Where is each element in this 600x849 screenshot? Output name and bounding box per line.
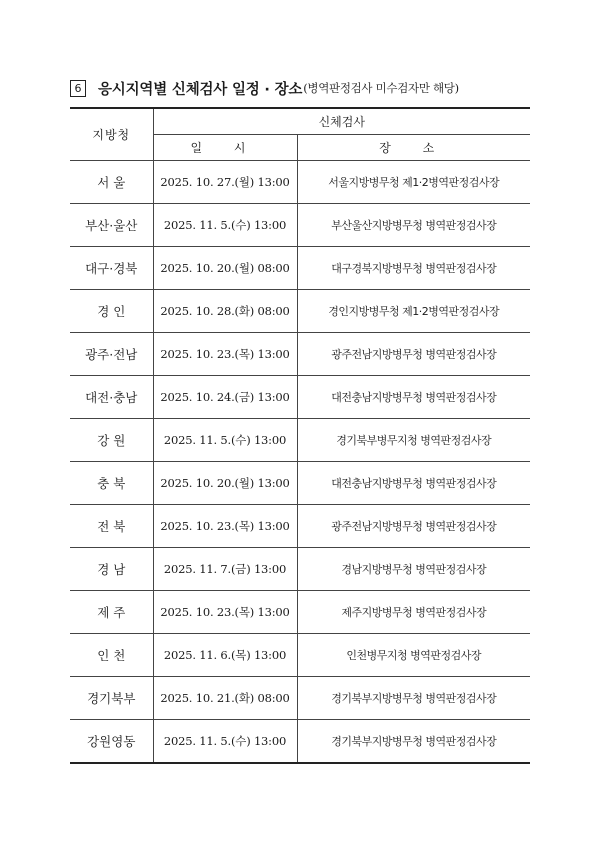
datetime-cell: 2025. 11. 6.(목) 13:00 [153, 633, 297, 676]
datetime-cell: 2025. 10. 23.(목) 13:00 [153, 332, 297, 375]
place-cell: 대전충남지방병무청 병역판정검사장 [297, 461, 530, 504]
place-cell: 광주전남지방병무청 병역판정검사장 [297, 332, 530, 375]
place-cell: 대전충남지방병무청 병역판정검사장 [297, 375, 530, 418]
region-cell: 대구·경북 [70, 246, 153, 289]
table-row [70, 418, 530, 461]
datetime-cell: 2025. 11. 5.(수) 13:00 [153, 418, 297, 461]
region-cell: 강 원 [70, 418, 153, 461]
table-row [70, 547, 530, 590]
datetime-cell: 2025. 11. 5.(수) 13:00 [153, 203, 297, 246]
datetime-cell: 2025. 10. 20.(월) 13:00 [153, 461, 297, 504]
place-cell: 경기북부병무지청 병역판정검사장 [297, 418, 530, 461]
section-number-box: 6 [70, 80, 86, 97]
table-row [70, 590, 530, 633]
header-region: 지방청 [70, 108, 153, 160]
datetime-cell: 2025. 10. 23.(목) 13:00 [153, 590, 297, 633]
region-cell: 충 북 [70, 461, 153, 504]
place-cell: 경기북부지방병무청 병역판정검사장 [297, 676, 530, 719]
place-cell: 부산울산지방병무청 병역판정검사장 [297, 203, 530, 246]
place-cell: 경남지방병무청 병역판정검사장 [297, 547, 530, 590]
section-title-note: (병역판정검사 미수검자만 해당) [303, 81, 459, 95]
place-cell: 제주지방병무청 병역판정검사장 [297, 590, 530, 633]
region-cell: 서 울 [70, 160, 153, 203]
region-cell: 경기북부 [70, 676, 153, 719]
datetime-cell: 2025. 10. 21.(화) 08:00 [153, 676, 297, 719]
region-cell: 인 천 [70, 633, 153, 676]
table-row [70, 719, 530, 763]
physical-exam-schedule-table [70, 107, 530, 764]
table-row [70, 375, 530, 418]
header-physical-exam: 신체검사 [153, 108, 530, 134]
place-cell: 경기북부지방병무청 병역판정검사장 [297, 719, 530, 763]
region-cell: 광주·전남 [70, 332, 153, 375]
section-heading [70, 77, 459, 99]
header-place: 장 소 [297, 134, 530, 160]
region-cell: 전 북 [70, 504, 153, 547]
table-row [70, 676, 530, 719]
datetime-cell: 2025. 10. 28.(화) 08:00 [153, 289, 297, 332]
table-row [70, 203, 530, 246]
place-cell: 대구경북지방병무청 병역판정검사장 [297, 246, 530, 289]
table-row [70, 246, 530, 289]
region-cell: 강원영동 [70, 719, 153, 763]
datetime-cell: 2025. 10. 23.(목) 13:00 [153, 504, 297, 547]
section-title: 응시지역별 신체검사 일정 · 장소 [98, 81, 303, 98]
region-cell: 부산·울산 [70, 203, 153, 246]
region-cell: 경 남 [70, 547, 153, 590]
region-cell: 대전·충남 [70, 375, 153, 418]
place-cell: 광주전남지방병무청 병역판정검사장 [297, 504, 530, 547]
place-cell: 경인지방병무청 제1·2병역판정검사장 [297, 289, 530, 332]
datetime-cell: 2025. 11. 7.(금) 13:00 [153, 547, 297, 590]
table-row [70, 289, 530, 332]
table-row [70, 160, 530, 203]
region-cell: 제 주 [70, 590, 153, 633]
region-cell: 경 인 [70, 289, 153, 332]
datetime-cell: 2025. 10. 24.(금) 13:00 [153, 375, 297, 418]
datetime-cell: 2025. 10. 27.(월) 13:00 [153, 160, 297, 203]
table-row [70, 461, 530, 504]
table-row [70, 504, 530, 547]
table-row [70, 332, 530, 375]
datetime-cell: 2025. 11. 5.(수) 13:00 [153, 719, 297, 763]
place-cell: 서울지방병무청 제1·2병역판정검사장 [297, 160, 530, 203]
datetime-cell: 2025. 10. 20.(월) 08:00 [153, 246, 297, 289]
header-datetime: 일 시 [153, 134, 297, 160]
schedule-body [70, 160, 530, 763]
table-row [70, 633, 530, 676]
place-cell: 인천병무지청 병역판정검사장 [297, 633, 530, 676]
